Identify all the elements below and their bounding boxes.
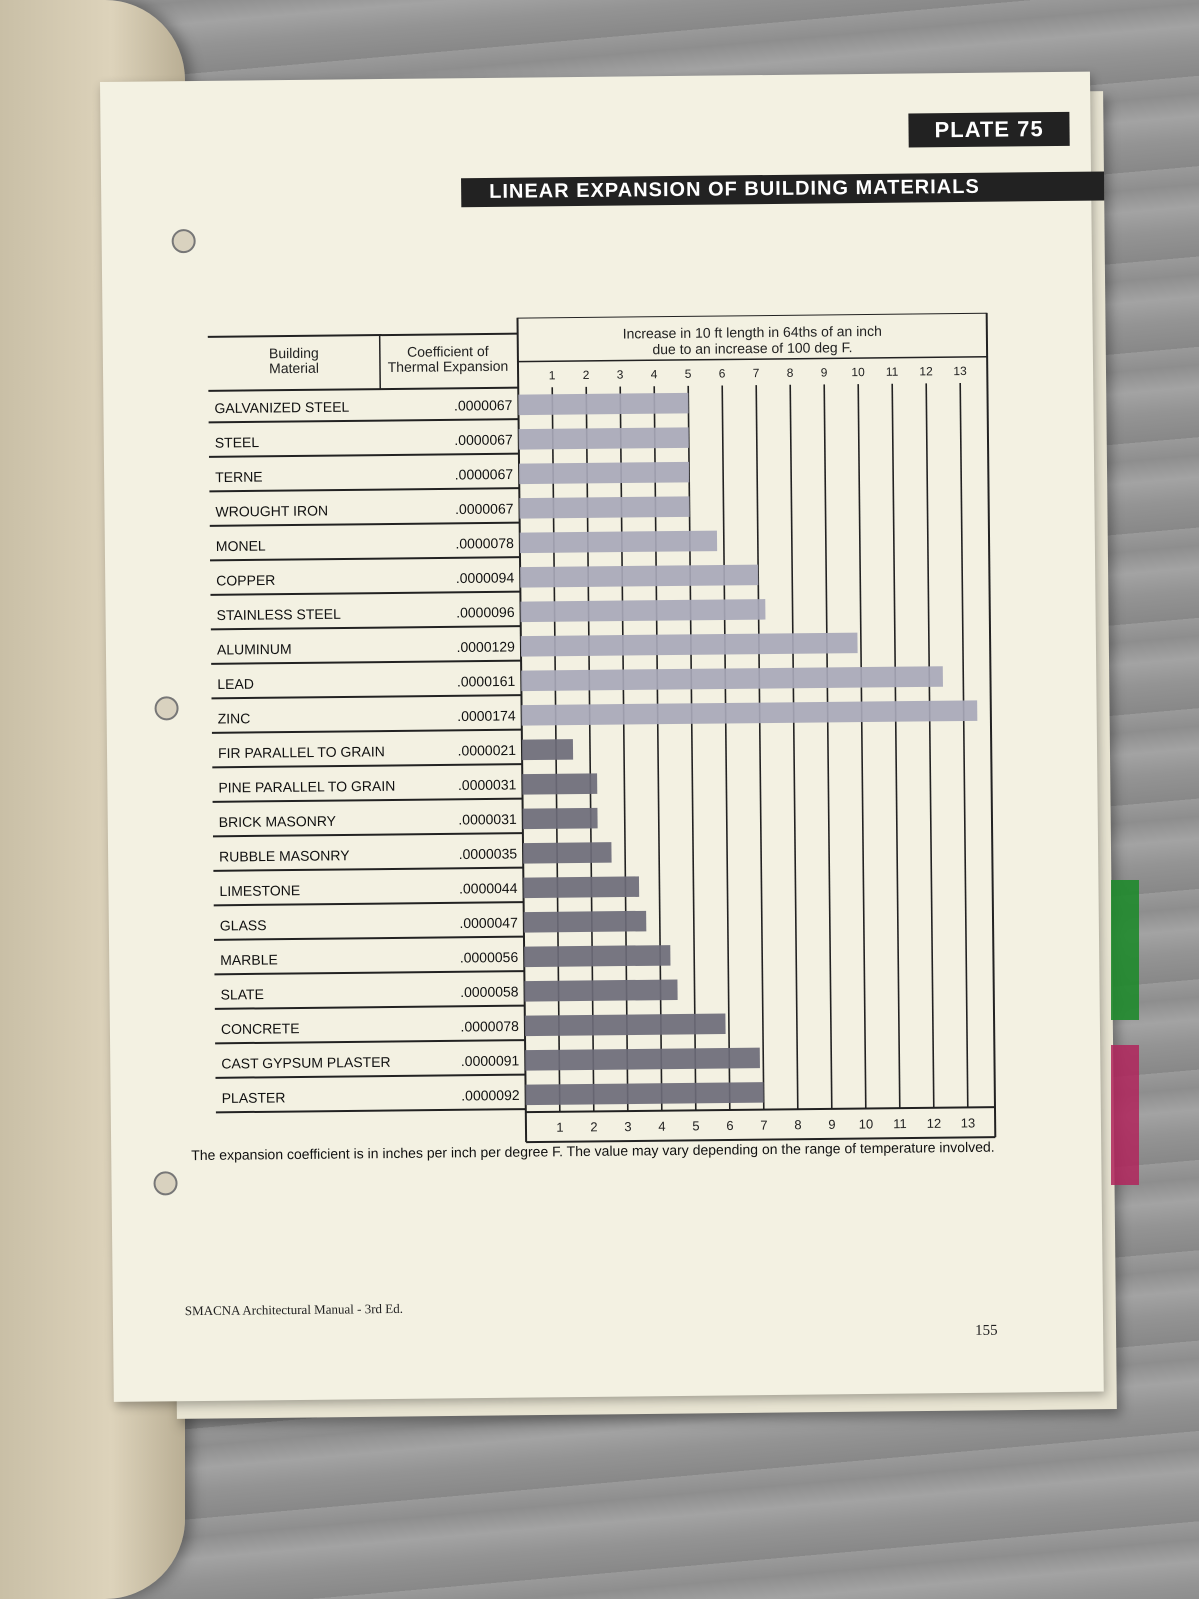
coefficient-value: .0000047 xyxy=(459,914,518,932)
header-material-line1: Building xyxy=(268,344,319,362)
bar xyxy=(523,842,612,863)
coefficient-value: .0000056 xyxy=(459,948,519,966)
row-rule xyxy=(213,868,523,871)
material-label: SLATE xyxy=(220,986,264,1003)
tick-label-top: 6 xyxy=(718,366,726,381)
coefficient-value: .0000058 xyxy=(460,983,519,1001)
material-label: WROUGHT IRON xyxy=(215,502,329,520)
tick-label-top: 7 xyxy=(752,366,760,381)
coefficient-value: .0000174 xyxy=(457,707,516,725)
coefficient-value: .0000067 xyxy=(454,431,513,449)
bar xyxy=(522,739,573,760)
header-top-rule xyxy=(208,334,518,337)
material-label: FIR PARALLEL TO GRAIN xyxy=(217,743,385,762)
tick-header-rule xyxy=(518,357,987,362)
tick-label-bottom: 1 xyxy=(556,1119,564,1135)
header-increase-line2: due to an increase of 100 deg F. xyxy=(652,339,853,358)
tick-label-top: 9 xyxy=(820,365,828,380)
bar xyxy=(520,531,717,554)
bar xyxy=(519,496,689,518)
tick-label-top: 12 xyxy=(919,364,933,379)
bar xyxy=(524,945,670,967)
coefficient-value: .0000021 xyxy=(457,741,517,759)
row-rule xyxy=(214,937,524,940)
page-title: LINEAR EXPANSION OF BUILDING MATERIALS xyxy=(461,171,1104,207)
material-label: MONEL xyxy=(215,537,266,555)
coefficient-value: .0000031 xyxy=(457,776,517,794)
gridline xyxy=(790,385,798,1109)
material-label: CONCRETE xyxy=(220,1020,300,1038)
material-label: GLASS xyxy=(219,917,267,934)
row-rule xyxy=(209,454,519,457)
gridline xyxy=(926,383,934,1107)
tick-label-bottom: 7 xyxy=(760,1117,768,1133)
plot-right-rule xyxy=(987,313,996,1137)
gridline xyxy=(654,386,662,1110)
tick-label-bottom: 13 xyxy=(960,1115,976,1131)
coefficient-value: .0000129 xyxy=(456,638,516,656)
bar xyxy=(521,633,858,657)
binder-hole xyxy=(153,1171,177,1195)
gridline xyxy=(586,387,594,1111)
row-rule xyxy=(214,902,524,905)
row-rule xyxy=(210,592,520,595)
bar xyxy=(526,1082,764,1105)
gridline xyxy=(858,384,866,1108)
bar xyxy=(524,911,647,933)
coefficient-value: .0000067 xyxy=(453,396,513,414)
material-label: LIMESTONE xyxy=(219,882,301,900)
coefficient-value: .0000031 xyxy=(458,810,517,828)
coefficient-value: .0000091 xyxy=(460,1052,520,1070)
header-coefficient-line2: Thermal Expansion xyxy=(387,357,509,376)
row-rule xyxy=(212,764,522,767)
row-rule xyxy=(214,971,524,974)
manual-page xyxy=(100,72,1104,1402)
tick-label-top: 2 xyxy=(582,367,590,382)
gridline xyxy=(722,386,730,1110)
coefficient-value: .0000161 xyxy=(456,672,516,690)
row-rule xyxy=(211,695,521,698)
pink-index-tab xyxy=(1111,1045,1139,1185)
coefficient-value: .0000035 xyxy=(458,845,518,863)
gridline xyxy=(756,385,764,1109)
coefficient-value: .0000078 xyxy=(455,534,514,552)
material-label: RUBBLE MASONRY xyxy=(219,847,350,865)
bar xyxy=(525,1014,726,1037)
material-label: CAST GYPSUM PLASTER xyxy=(221,1053,391,1072)
coefficient-value: .0000094 xyxy=(455,569,515,587)
bar xyxy=(523,808,598,829)
binder-hole xyxy=(172,229,196,253)
material-label: MARBLE xyxy=(220,951,278,969)
material-label: STEEL xyxy=(214,434,260,451)
material-label: STAINLESS STEEL xyxy=(216,605,341,624)
plot-bottom-rule xyxy=(526,1107,995,1112)
bar xyxy=(523,876,639,898)
material-label: GALVANIZED STEEL xyxy=(214,398,350,417)
caption: The expansion coefficient is in inches per inch per degree F. The value may vary depending on the range of temperature involved. xyxy=(191,1138,995,1164)
material-label: COPPER xyxy=(216,571,276,589)
row-rule xyxy=(210,557,520,560)
bar xyxy=(519,462,689,484)
material-label: ZINC xyxy=(217,710,251,727)
row-rule xyxy=(216,1109,526,1112)
tick-label-top: 8 xyxy=(786,365,794,380)
material-label: TERNE xyxy=(215,468,263,486)
tick-label-bottom: 3 xyxy=(624,1118,632,1135)
tick-label-bottom: 10 xyxy=(858,1116,874,1132)
tick-label-bottom: 5 xyxy=(692,1118,700,1134)
tick-label-top: 3 xyxy=(616,367,624,382)
tick-label-bottom: 2 xyxy=(590,1119,598,1135)
row-rule xyxy=(209,488,519,491)
coefficient-value: .0000067 xyxy=(455,500,514,518)
row-rule xyxy=(211,661,521,664)
bar xyxy=(522,773,597,794)
gridline xyxy=(824,384,832,1108)
bar xyxy=(519,427,689,449)
bar xyxy=(520,565,758,588)
row-rule xyxy=(210,523,520,526)
gridline xyxy=(892,384,900,1108)
row-rule xyxy=(213,799,523,802)
row-rule xyxy=(213,833,523,836)
row-rule xyxy=(212,730,522,733)
material-label: PLASTER xyxy=(221,1089,286,1107)
tick-label-bottom: 9 xyxy=(828,1116,836,1132)
plate-label: PLATE 75 xyxy=(908,112,1069,148)
header-material-line2: Material xyxy=(269,359,319,377)
coefficient-value: .0000078 xyxy=(460,1017,519,1035)
gridline xyxy=(620,387,628,1111)
tick-label-bottom: 8 xyxy=(794,1117,802,1133)
tick-label-top: 13 xyxy=(953,363,967,379)
header-coefficient-line1: Coefficient of xyxy=(407,342,489,360)
header-bottom-rule xyxy=(208,388,518,391)
chart xyxy=(208,313,1017,1156)
bar xyxy=(521,666,943,691)
row-rule xyxy=(215,1040,525,1043)
bar xyxy=(524,980,677,1002)
page-number: 155 xyxy=(975,1322,998,1339)
gridline xyxy=(688,386,696,1110)
coefficient-value: .0000092 xyxy=(461,1086,520,1104)
material-label: ALUMINUM xyxy=(216,640,292,658)
tick-label-top: 11 xyxy=(885,364,899,379)
green-index-tab xyxy=(1111,880,1139,1020)
tick-label-bottom: 12 xyxy=(926,1115,942,1131)
material-label: BRICK MASONRY xyxy=(218,812,337,831)
row-rule xyxy=(209,419,519,422)
header-divider xyxy=(380,335,381,389)
tick-label-top: 5 xyxy=(684,366,692,381)
header-increase-line1: Increase in 10 ft length in 64ths of an inch xyxy=(622,322,882,342)
tick-label-bottom: 4 xyxy=(658,1118,666,1134)
coefficient-value: .0000067 xyxy=(454,465,514,483)
bar xyxy=(525,1048,760,1071)
tick-label-top: 10 xyxy=(851,365,865,380)
row-rule xyxy=(215,1075,525,1078)
binder-hole xyxy=(154,696,178,720)
coefficient-value: .0000044 xyxy=(458,879,518,897)
row-rule xyxy=(211,626,521,629)
plot-top-rule xyxy=(517,313,986,318)
bar xyxy=(520,599,765,622)
tick-label-top: 1 xyxy=(548,368,556,383)
chart-svg xyxy=(208,313,1017,1151)
footer: SMACNA Architectural Manual - 3rd Ed. xyxy=(184,1300,404,1319)
tick-label-bottom: 6 xyxy=(726,1117,734,1133)
bar xyxy=(518,393,688,415)
material-label: LEAD xyxy=(217,675,254,693)
gridline xyxy=(960,383,968,1107)
coefficient-value: .0000096 xyxy=(456,603,515,621)
tick-label-top: 4 xyxy=(650,367,658,382)
tick-label-bottom: 11 xyxy=(893,1116,907,1132)
material-label: PINE PARALLEL TO GRAIN xyxy=(218,777,396,796)
row-rule xyxy=(215,1006,525,1009)
